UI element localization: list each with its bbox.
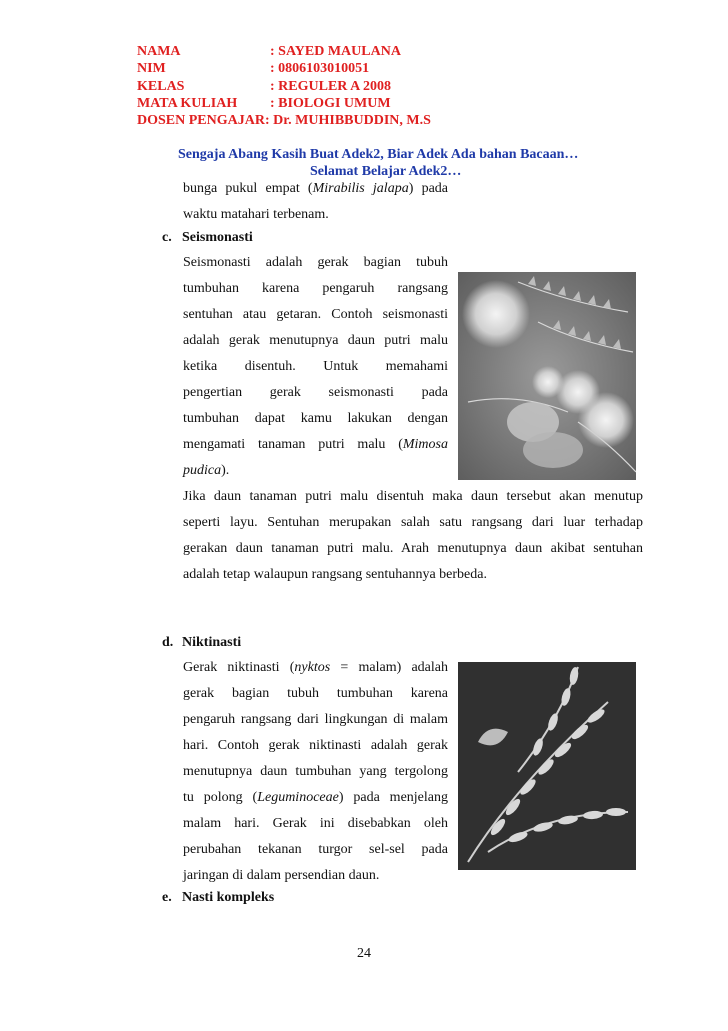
section-e-heading: e. Nasti kompleks: [162, 890, 275, 905]
lecturer-row: DOSEN PENGAJAR: Dr. MUHIBBUDDIN, M.S: [137, 113, 431, 128]
text-line: sentuhan atau getaran. Contoh seismonasti: [183, 307, 448, 322]
text-line: pudica).: [183, 463, 230, 478]
info-value: : 0806103010051: [270, 61, 370, 76]
text-line: gerak bagian tubuh tumbuhan karena: [183, 686, 448, 701]
text-line: tu polong (Leguminoceae) pada menjelang: [183, 790, 448, 805]
text-line: bunga pukul empat (Mirabilis jalapa) pada: [183, 181, 448, 196]
text-line: Gerak niktinasti (nyktos = malam) adalah: [183, 660, 448, 675]
banner-line-1: Sengaja Abang Kasih Buat Adek2, Biar Adek Ada bahan Bacaan…: [178, 147, 579, 162]
info-label: NAMA: [137, 44, 181, 59]
section-d-paragraph: [183, 655, 448, 889]
text-line: adalah gerak menutupnya daun putri malu: [183, 333, 448, 348]
banner-line-2: Selamat Belajar Adek2…: [310, 164, 462, 179]
info-label: MATA KULIAH: [137, 96, 238, 111]
mimosa-pudica-photo: [458, 272, 636, 480]
legume-illustration: [458, 662, 636, 870]
section-d-heading: d. Niktinasti: [162, 635, 242, 650]
section-c-paragraph: [183, 250, 448, 484]
text-line: Seismonasti adalah gerak bagian tubuh: [183, 255, 448, 270]
info-row: [137, 78, 391, 95]
text-line: waktu matahari terbenam.: [183, 207, 329, 222]
mimosa-illustration: [458, 272, 636, 480]
section-c-paragraph-2: [183, 484, 643, 588]
text-line: gerakan daun tanaman putri malu. Arah menutupnya daun akibat sentuhan: [183, 541, 643, 556]
section-c-heading: c. Seismonasti: [162, 230, 253, 245]
text-line: tumbuhan dapat kamu lakukan dengan: [183, 411, 448, 426]
text-line: jaringan di dalam persendian daun.: [183, 868, 380, 883]
text-line: Jika daun tanaman putri malu disentuh maka daun tersebut akan menutup: [183, 489, 643, 504]
info-label: KELAS: [137, 79, 185, 94]
info-value: : SAYED MAULANA: [270, 44, 401, 59]
text-line: adalah tetap walaupun rangsang sentuhannya berbeda.: [183, 567, 487, 582]
info-row: [137, 43, 401, 60]
text-line: pengaruh rangsang dari lingkungan di malam: [183, 712, 448, 727]
text-line: pengertian gerak seismonasti pada: [183, 385, 448, 400]
info-value: : BIOLOGI UMUM: [270, 96, 391, 111]
text-line: malam hari. Gerak ini disebabkan oleh: [183, 816, 448, 831]
text-line: seperti layu. Sentuhan merupakan salah satu rangsang dari luar terhadap: [183, 515, 643, 530]
page-number: 24: [357, 946, 371, 961]
text-line: mengamati tanaman putri malu (Mimosa: [183, 437, 448, 452]
text-line: hari. Contoh gerak niktinasti adalah gerak: [183, 738, 448, 753]
text-line: menutupnya daun tumbuhan yang tergolong: [183, 764, 448, 779]
info-label: NIM: [137, 61, 166, 76]
info-row: [137, 60, 369, 77]
text-line: tumbuhan karena pengaruh rangsang: [183, 281, 448, 296]
legume-leaves-photo: [458, 662, 636, 870]
info-value: : REGULER A 2008: [270, 79, 391, 94]
text-line: ketika disentuh. Untuk memahami: [183, 359, 448, 374]
info-row: [137, 95, 391, 112]
intro-paragraph: [183, 176, 448, 228]
text-line: perubahan tekanan turgor sel-sel pada: [183, 842, 448, 857]
